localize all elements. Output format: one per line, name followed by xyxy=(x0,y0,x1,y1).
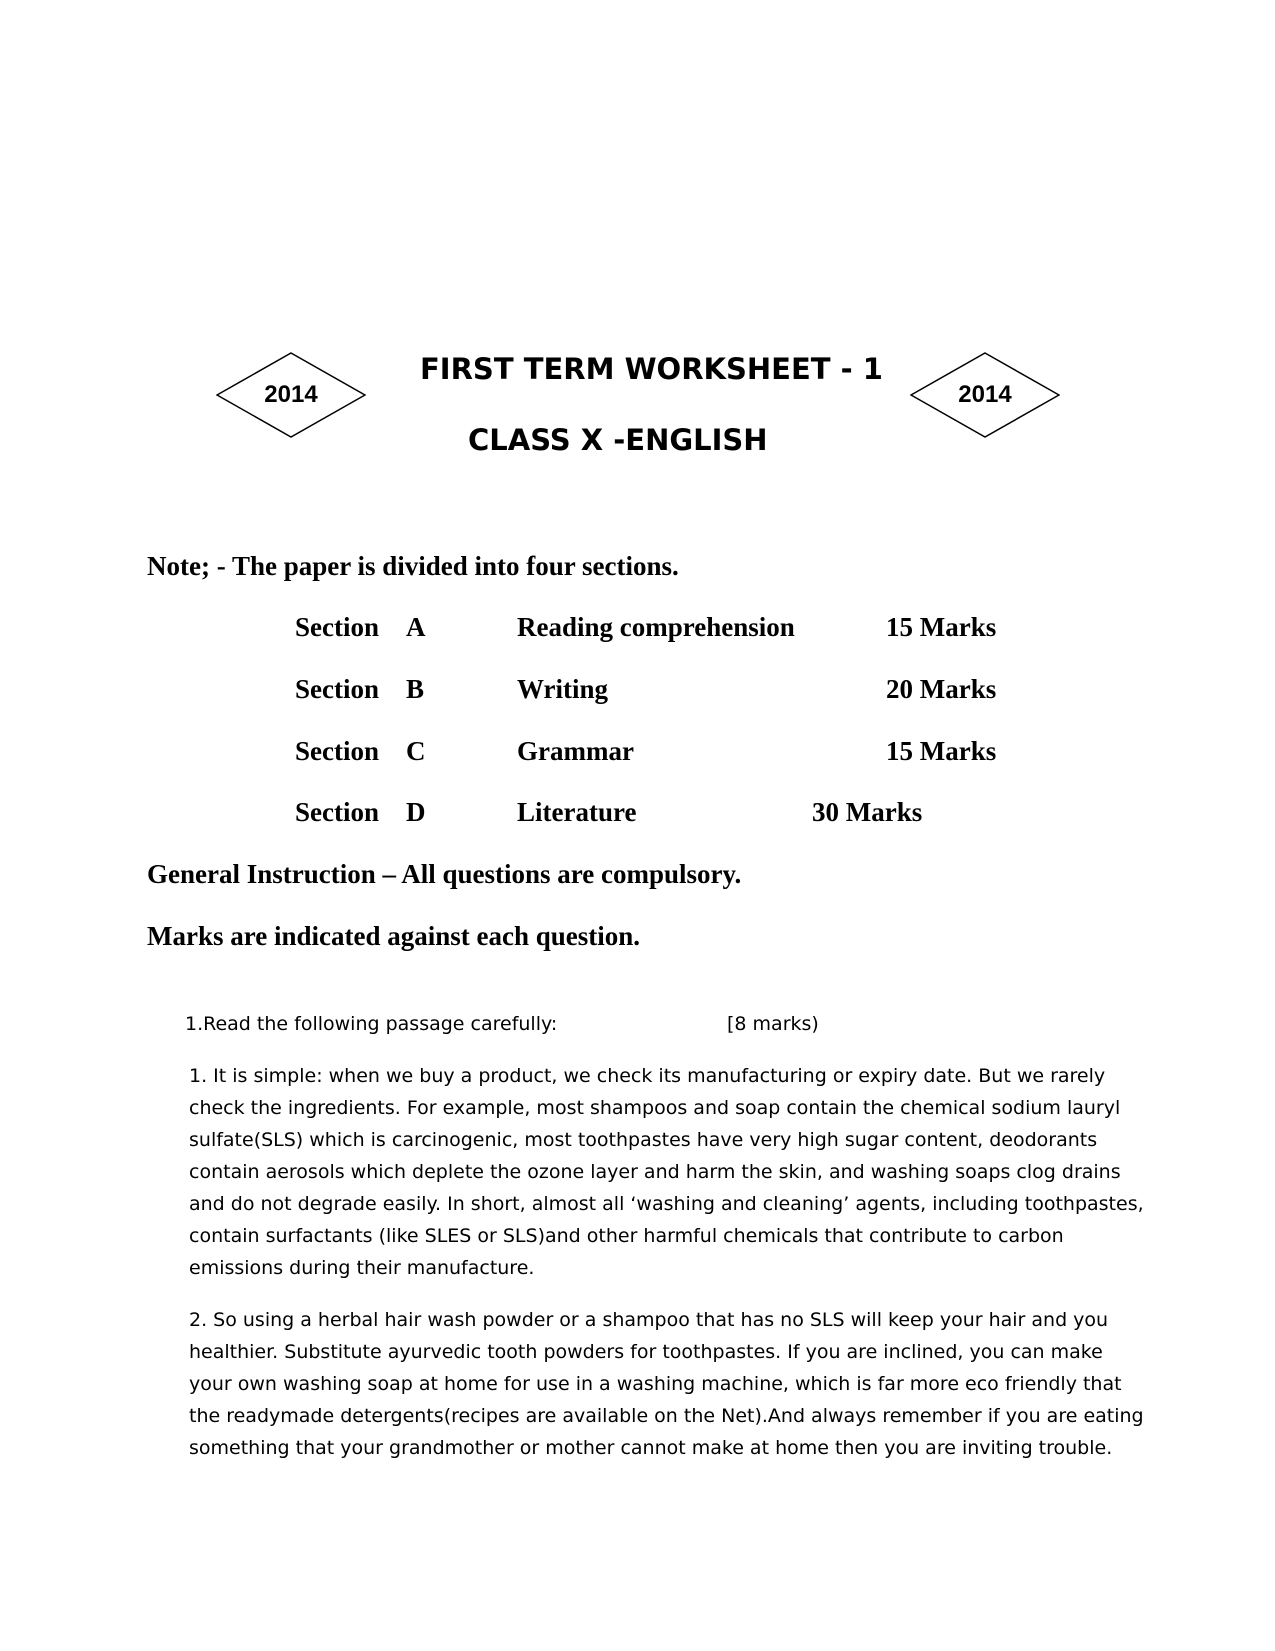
section-letter: D xyxy=(406,797,426,827)
question-marks: [8 marks) xyxy=(727,1013,819,1035)
section-label: Section xyxy=(295,674,379,704)
passage-paragraph-1 xyxy=(189,1060,1144,1284)
section-name: Reading comprehension xyxy=(517,612,795,642)
section-label: Section xyxy=(295,797,379,827)
passage-line: check the ingredients. For example, most shampoos and soap contain the chemical sodium lauryl xyxy=(189,1097,1121,1119)
section-name: Literature xyxy=(517,797,637,827)
passage-paragraph-2 xyxy=(189,1304,1144,1464)
section-marks: 15 Marks xyxy=(886,736,997,766)
general-instruction: General Instruction – All questions are compulsory. xyxy=(147,859,742,889)
passage-line: contain aerosols which deplete the ozone layer and harm the skin, and washing soaps clog drains xyxy=(189,1161,1121,1183)
section-label: Section xyxy=(295,736,379,766)
section-row xyxy=(0,674,1275,708)
section-letter: A xyxy=(406,612,426,642)
question-prompt: 1.Read the following passage carefully: xyxy=(185,1013,558,1035)
passage-line: 1. It is simple: when we buy a product, we check its manufacturing or expiry date. But we rarely xyxy=(189,1065,1106,1087)
section-row xyxy=(0,612,1275,646)
section-name: Writing xyxy=(517,674,609,704)
passage-line: healthier. Substitute ayurvedic tooth powders for toothpastes. If you are inclined, you can make xyxy=(189,1341,1103,1363)
passage-line: emissions during their manufacture. xyxy=(189,1257,535,1279)
passage-line: contain surfactants (like SLES or SLS)and other harmful chemicals that contribute to carbon xyxy=(189,1225,1064,1247)
worksheet-title: FIRST TERM WORKSHEET - 1 xyxy=(420,352,883,386)
passage-line: sulfate(SLS) which is carcinogenic, most toothpastes have very high sugar content, deodorants xyxy=(189,1129,1098,1151)
section-label: Section xyxy=(295,612,379,642)
passage-line: and do not degrade easily. In short, almost all ‘washing and cleaning’ agents, including toothpastes, xyxy=(189,1193,1144,1215)
class-subtitle: CLASS X -ENGLISH xyxy=(468,423,768,457)
year-badge-right-label: 2014 xyxy=(958,381,1012,408)
marks-note: Marks are indicated against each question. xyxy=(147,921,641,951)
section-row xyxy=(0,797,1275,831)
section-letter: B xyxy=(406,674,425,704)
section-marks: 30 Marks xyxy=(812,797,923,827)
passage-line: the readymade detergents(recipes are available on the Net).And always remember if you are eating xyxy=(189,1405,1144,1427)
section-row xyxy=(0,736,1275,770)
year-badge-right xyxy=(910,352,1060,438)
year-badge-left xyxy=(216,352,366,438)
note-line: Note; - The paper is divided into four sections. xyxy=(147,551,679,581)
passage-line: your own washing soap at home for use in a washing machine, which is far more eco friendly that xyxy=(189,1373,1122,1395)
section-marks: 20 Marks xyxy=(886,674,997,704)
section-letter: C xyxy=(406,736,426,766)
section-name: Grammar xyxy=(517,736,634,766)
passage-line: 2. So using a herbal hair wash powder or a shampoo that has no SLS will keep your hair and you xyxy=(189,1309,1109,1331)
year-badge-left-label: 2014 xyxy=(264,381,318,408)
section-marks: 15 Marks xyxy=(886,612,997,642)
passage-line: something that your grandmother or mother cannot make at home then you are inviting trouble. xyxy=(189,1437,1113,1459)
